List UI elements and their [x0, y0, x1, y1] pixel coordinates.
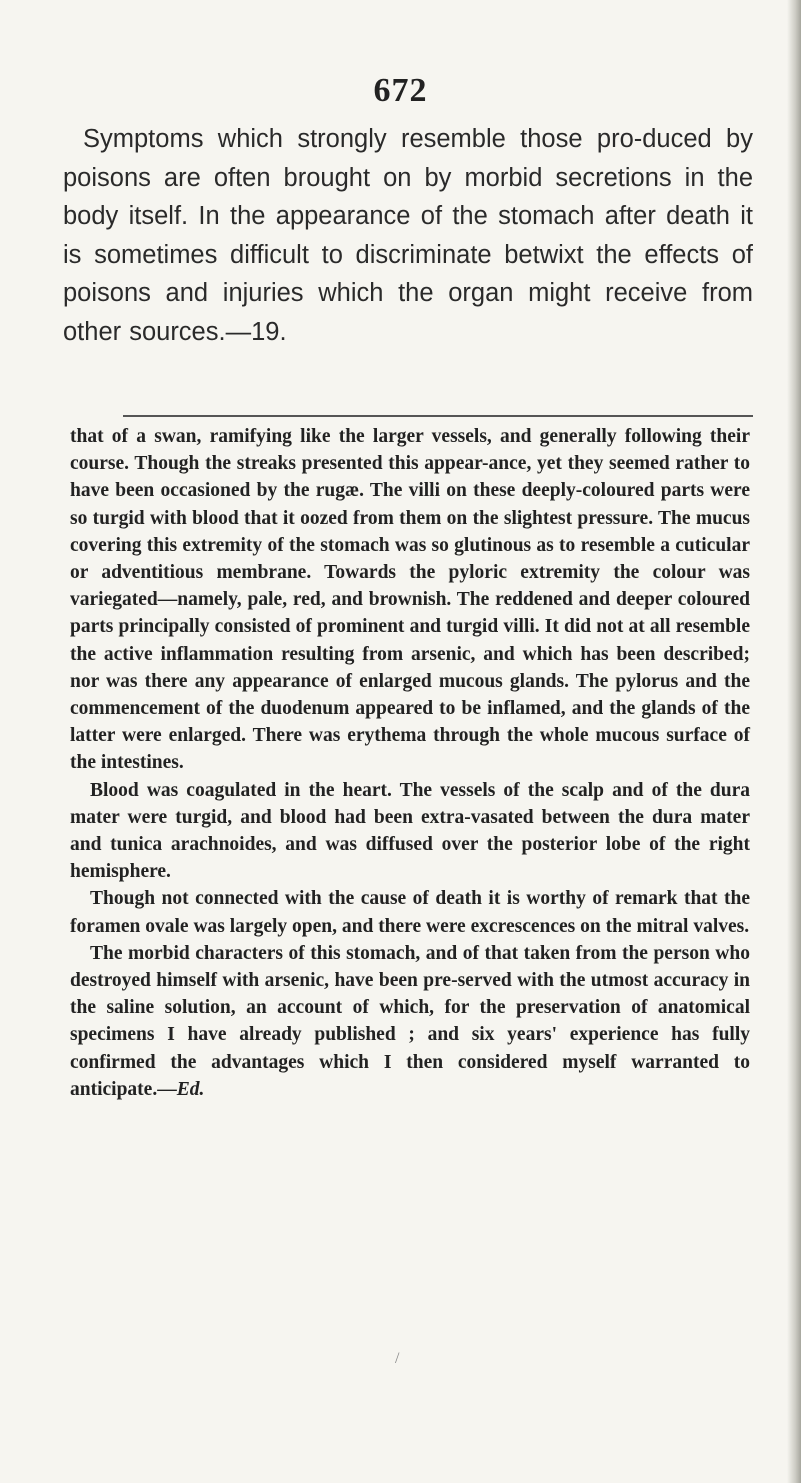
editor-signature: Ed.	[176, 1078, 205, 1100]
main-paragraph: Symptoms which strongly resemble those pro-duced by poisons are often brought on by morbid secretions in the body itself. In the appearance of the stomach after death it is sometimes difficult to discriminate betwixt the effects of poisons and injuries which the organ might receive from other sources.—19.	[63, 125, 753, 346]
footnote-paragraph-1: that of a swan, ramifying like the larger vessels, and generally following their course. Though the streaks presented this appear-ance, yet they seemed rather to have been occasioned by the rugæ. The villi on these deeply-coloured parts were so turgid with blood that it oozed from them on the slightest pressure. The mucus covering this extremity of the stomach was so glutinous as to resemble a cuticular or adventitious membrane. Towards the pyloric extremity the colour was variegated—namely, pale, red, and brownish. The reddened and deeper coloured parts principally consisted of prominent and turgid villi. It did not at all resemble the active inflammation resulting from arsenic, and which has been described; nor was there any appearance of enlarged mucous glands. The pylorus and the commencement of the duodenum appeared to be inflamed, and the glands of the latter were enlarged. There was erythema through the whole mucous surface of the intestines.	[70, 426, 750, 774]
footnote-divider	[123, 415, 753, 417]
footnote-paragraph-4	[70, 940, 750, 1103]
main-text-block	[63, 120, 753, 351]
footnote-paragraph-4-text: The morbid characters of this stomach, and of that taken from the person who destroyed himself with arsenic, have been pre-served with the utmost accuracy in the saline solution, an account of which, for the preservation of anatomical specimens I have already published ; and six years' experience has fully confirmed the advantages which I then considered myself warranted to anticipate.—	[70, 942, 750, 1100]
footnote-block	[70, 423, 750, 1103]
stray-mark: /	[395, 1350, 400, 1367]
footnote-paragraph-3: Though not connected with the cause of death it is worthy of remark that the foramen ovale was largely open, and there were excrescences on the mitral valves.	[70, 888, 750, 937]
page-number: 672	[373, 72, 428, 109]
page-edge-shadow	[787, 0, 801, 1483]
footnote-paragraph-2: Blood was coagulated in the heart. The vessels of the scalp and of the dura mater were turgid, and blood had been extra-vasated between the dura mater and tunica arachnoides, and was diffused over the posterior lobe of the right hemisphere.	[70, 779, 750, 883]
